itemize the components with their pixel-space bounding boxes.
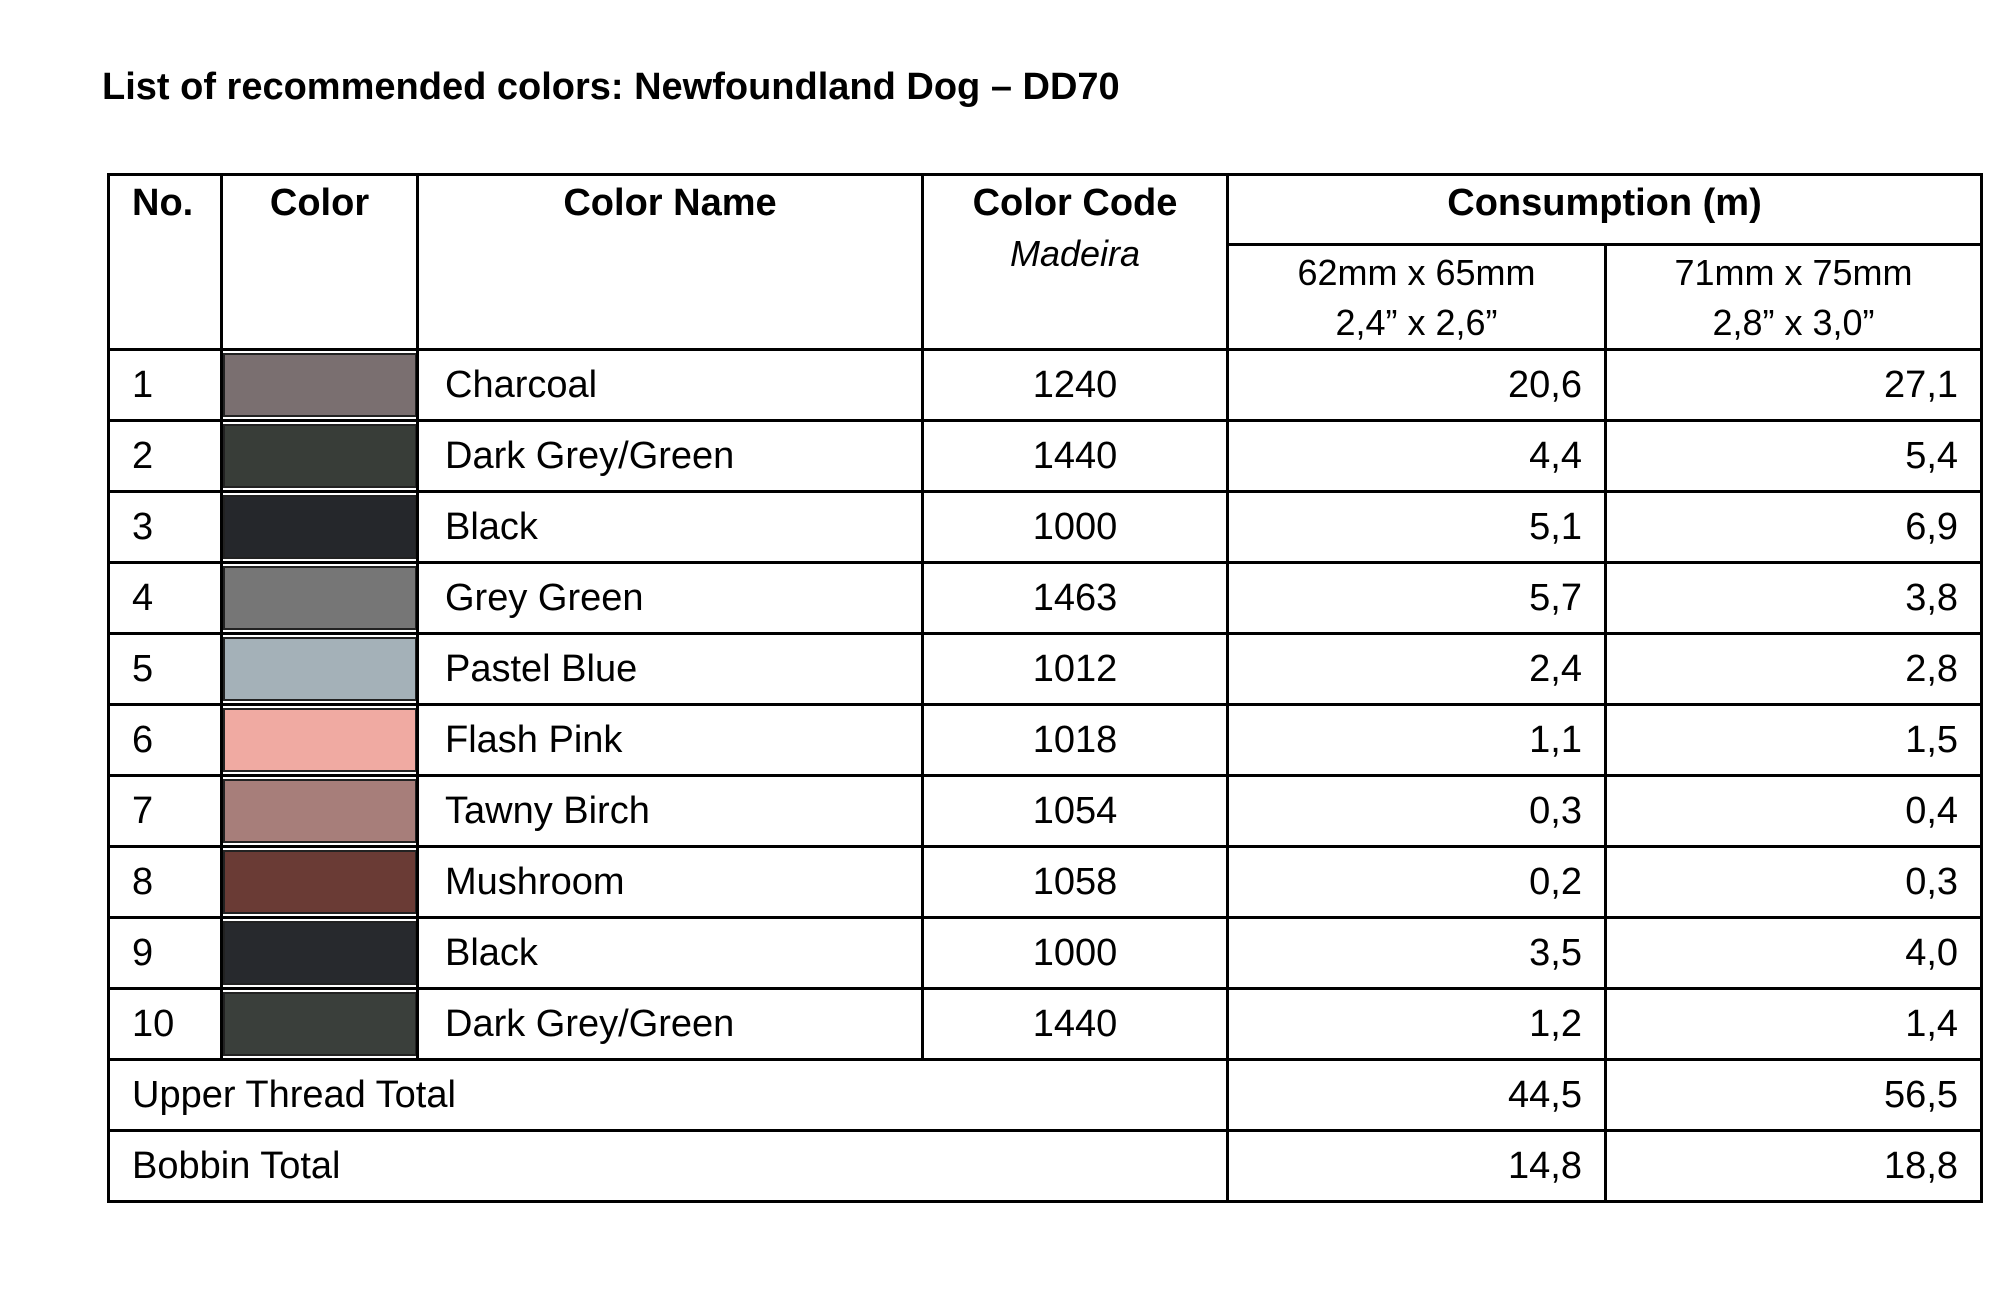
- color-swatch: [223, 921, 417, 985]
- consumption-size-2: 1,4: [1606, 989, 1982, 1060]
- consumption-size-1: 5,7: [1228, 563, 1606, 634]
- table-row: [109, 847, 1982, 918]
- color-code: 1240: [923, 350, 1228, 421]
- color-swatch: [223, 708, 417, 772]
- color-swatch-cell: [222, 492, 418, 563]
- consumption-size-1: 2,4: [1228, 634, 1606, 705]
- color-name: Tawny Birch: [418, 776, 923, 847]
- consumption-size-1: 0,3: [1228, 776, 1606, 847]
- consumption-size-2: 1,5: [1606, 705, 1982, 776]
- color-name: Charcoal: [418, 350, 923, 421]
- consumption-size-2: 3,8: [1606, 563, 1982, 634]
- table-row: [109, 989, 1982, 1060]
- color-swatch: [223, 353, 417, 417]
- header-no: No.: [109, 175, 222, 350]
- color-code: 1463: [923, 563, 1228, 634]
- header-consumption: Consumption (m): [1228, 175, 1982, 245]
- consumption-size-2: 2,8: [1606, 634, 1982, 705]
- table-row: [109, 492, 1982, 563]
- color-swatch: [223, 992, 417, 1056]
- color-swatch: [223, 566, 417, 630]
- color-code: 1018: [923, 705, 1228, 776]
- table-row: [109, 634, 1982, 705]
- color-swatch: [223, 779, 417, 843]
- color-table: [107, 173, 1983, 1203]
- table-row: [109, 776, 1982, 847]
- color-swatch-cell: [222, 705, 418, 776]
- row-number: 3: [109, 492, 222, 563]
- bobbin-total-label: Bobbin Total: [109, 1131, 1228, 1202]
- row-number: 7: [109, 776, 222, 847]
- row-number: 1: [109, 350, 222, 421]
- color-swatch-cell: [222, 918, 418, 989]
- color-swatch-cell: [222, 776, 418, 847]
- bobbin-total-size-1: 14,8: [1228, 1131, 1606, 1202]
- consumption-size-2: 0,3: [1606, 847, 1982, 918]
- row-number: 4: [109, 563, 222, 634]
- color-name: Pastel Blue: [418, 634, 923, 705]
- header-size-2: [1606, 245, 1982, 350]
- color-code: 1000: [923, 492, 1228, 563]
- row-number: 10: [109, 989, 222, 1060]
- header-color: Color: [222, 175, 418, 350]
- row-number: 6: [109, 705, 222, 776]
- header-color-code: [923, 175, 1228, 350]
- consumption-size-1: 1,2: [1228, 989, 1606, 1060]
- table-row: [109, 421, 1982, 492]
- header-size-2-inches: 2,8” x 3,0”: [1712, 302, 1875, 343]
- header-color-name: Color Name: [418, 175, 923, 350]
- color-swatch-cell: [222, 563, 418, 634]
- header-color-code-label: Color Code: [972, 182, 1178, 224]
- color-name: Grey Green: [418, 563, 923, 634]
- color-name: Black: [418, 492, 923, 563]
- row-number: 5: [109, 634, 222, 705]
- color-swatch-cell: [222, 421, 418, 492]
- table-row: [109, 705, 1982, 776]
- row-number: 9: [109, 918, 222, 989]
- color-swatch: [223, 424, 417, 488]
- color-swatch: [223, 637, 417, 701]
- color-code: 1000: [923, 918, 1228, 989]
- color-code: 1012: [923, 634, 1228, 705]
- color-name: Mushroom: [418, 847, 923, 918]
- color-code: 1440: [923, 989, 1228, 1060]
- table-row: [109, 918, 1982, 989]
- color-name: Dark Grey/Green: [418, 421, 923, 492]
- page-title: List of recommended colors: Newfoundland Dog – DD70: [102, 66, 1120, 108]
- color-name: Dark Grey/Green: [418, 989, 923, 1060]
- header-size-1: [1228, 245, 1606, 350]
- upper-thread-total-size-1: 44,5: [1228, 1060, 1606, 1131]
- consumption-size-1: 20,6: [1228, 350, 1606, 421]
- table-body: [109, 350, 1982, 1060]
- consumption-size-2: 6,9: [1606, 492, 1982, 563]
- consumption-size-2: 0,4: [1606, 776, 1982, 847]
- bobbin-total-size-2: 18,8: [1606, 1131, 1982, 1202]
- color-swatch-cell: [222, 989, 418, 1060]
- consumption-size-1: 5,1: [1228, 492, 1606, 563]
- color-swatch-cell: [222, 634, 418, 705]
- color-code: 1058: [923, 847, 1228, 918]
- color-swatch-cell: [222, 847, 418, 918]
- consumption-size-1: 0,2: [1228, 847, 1606, 918]
- consumption-size-1: 1,1: [1228, 705, 1606, 776]
- color-swatch: [223, 850, 417, 914]
- header-size-1-inches: 2,4” x 2,6”: [1335, 302, 1498, 343]
- color-name: Black: [418, 918, 923, 989]
- consumption-size-1: 3,5: [1228, 918, 1606, 989]
- color-name: Flash Pink: [418, 705, 923, 776]
- consumption-size-2: 27,1: [1606, 350, 1982, 421]
- upper-thread-total-size-2: 56,5: [1606, 1060, 1982, 1131]
- color-swatch: [223, 495, 417, 559]
- header-size-2-metric: 71mm x 75mm: [1674, 252, 1913, 293]
- consumption-size-2: 5,4: [1606, 421, 1982, 492]
- consumption-size-2: 4,0: [1606, 918, 1982, 989]
- color-code: 1054: [923, 776, 1228, 847]
- row-number: 2: [109, 421, 222, 492]
- consumption-size-1: 4,4: [1228, 421, 1606, 492]
- header-size-1-metric: 62mm x 65mm: [1297, 252, 1536, 293]
- header-color-code-brand: Madeira: [1009, 233, 1141, 274]
- color-code: 1440: [923, 421, 1228, 492]
- upper-thread-total-label: Upper Thread Total: [109, 1060, 1228, 1131]
- color-swatch-cell: [222, 350, 418, 421]
- row-number: 8: [109, 847, 222, 918]
- table-row: [109, 350, 1982, 421]
- table-row: [109, 563, 1982, 634]
